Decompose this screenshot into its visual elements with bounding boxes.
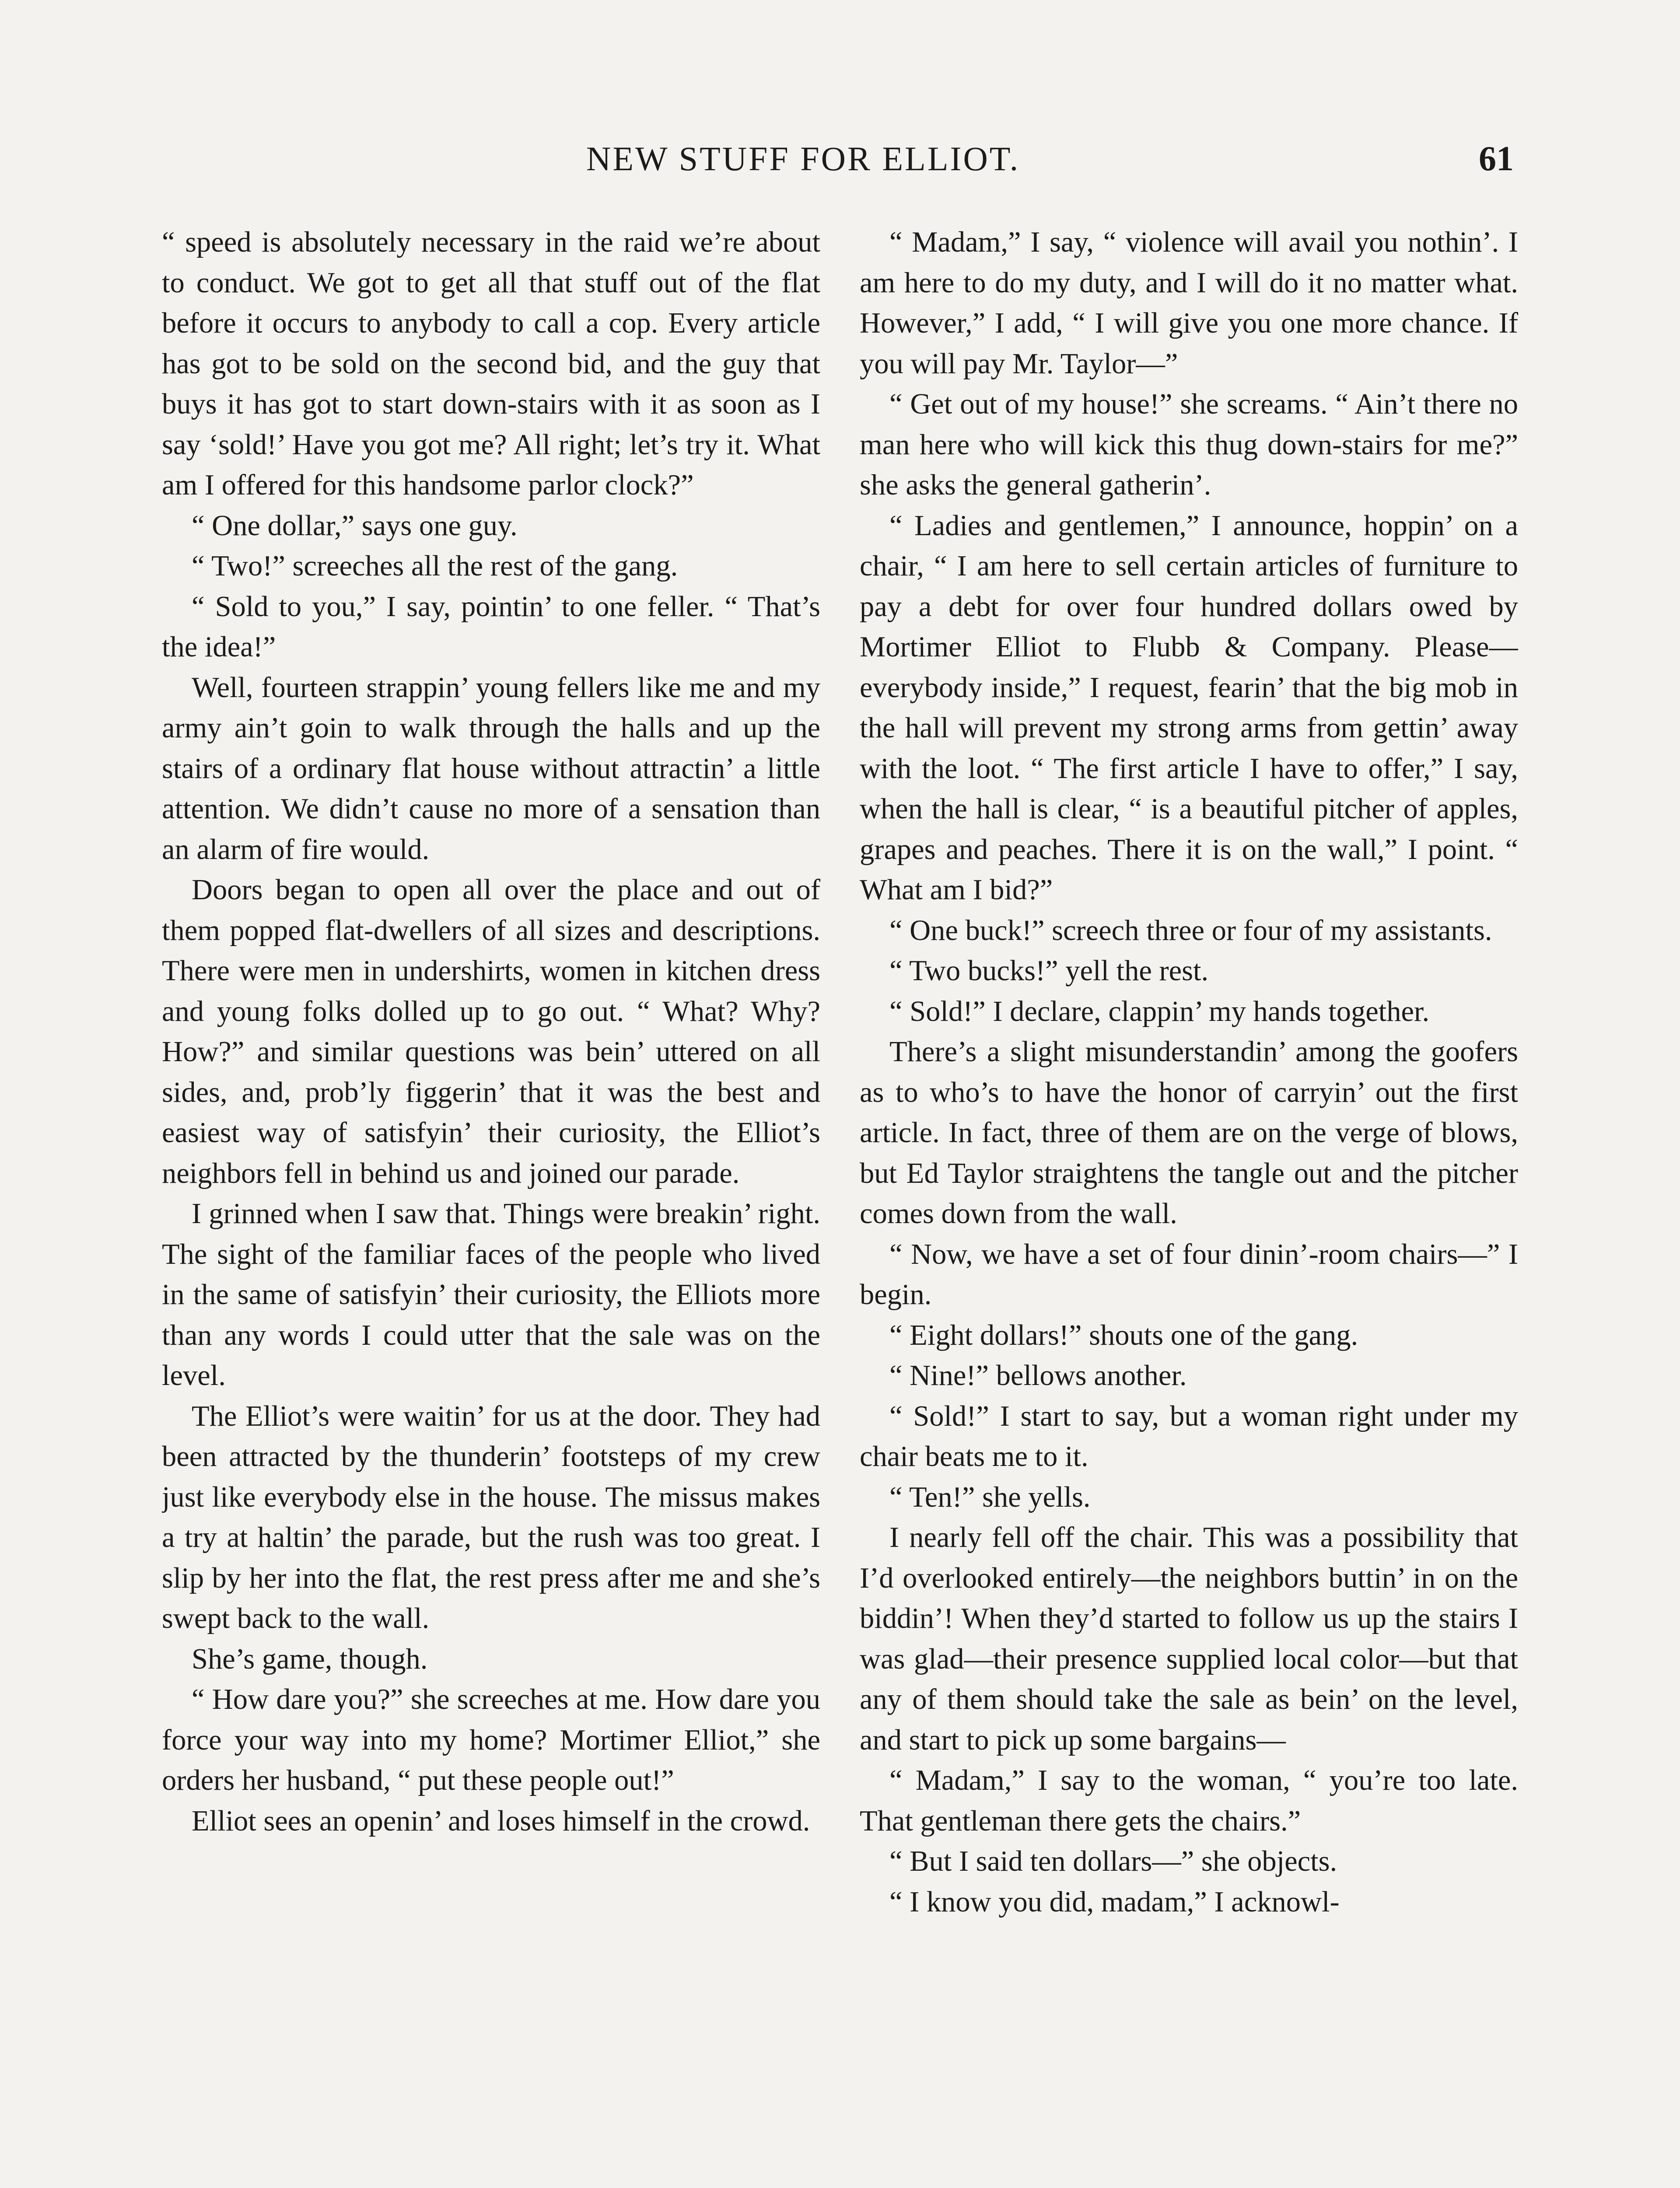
paragraph: “ Two bucks!” yell the rest.	[889, 955, 1209, 987]
paragraph: “ Eight dollars!” shouts one of the gang.	[889, 1319, 1358, 1351]
paragraph: The Elliot’s were waitin’ for us at the door. They had been attracted by the thunderin’ footsteps of my crew just like everybody else in the house. The missus makes a try at haltin’ the parade, but the rush was too great. I slip by her into the flat, the rest press after me and she’s swept back to the wall.	[162, 1400, 820, 1634]
paragraph: “ Ten!” she yells.	[889, 1481, 1091, 1513]
paragraph: “ I know you did, madam,” I acknowl-	[889, 1886, 1340, 1918]
paragraph: “ Ladies and gentlemen,” I announce, hoppin’ on a chair, “ I am here to sell certain articles of furniture to pay a debt for over four hundred dollars owed by Mortimer Elliot to Flubb & Company. Please—everybody inside,” I request, fearin’ that the big mob in the hall will prevent my strong arms from gettin’ away with the loot. “ The first article I have to offer,” I say, when the hall is clear, “ is a beautiful pitcher of apples, grapes and peaches. There it is on the wall,” I point. “ What am I bid?”	[860, 509, 1518, 906]
paragraph: “ Sold to you,” I say, pointin’ to one feller. “ That’s the idea!”	[162, 590, 820, 663]
paragraph: “ Madam,” I say to the woman, “ you’re too late. That gentleman there gets the chairs.”	[860, 1764, 1518, 1837]
paragraph: “ One buck!” screech three or four of my assistants.	[889, 914, 1492, 947]
left-text-column	[162, 222, 820, 2188]
paragraph: “ How dare you?” she screeches at me. How dare you force your way into my home? Mortimer Elliot,” she orders her husband, “ put these people out!”	[162, 1683, 820, 1796]
paragraph: “ Now, we have a set of four dinin’-room chairs—” I begin.	[860, 1238, 1518, 1311]
paragraph: Elliot sees an openin’ and loses himself in the crowd.	[192, 1805, 810, 1837]
paragraph: I nearly fell off the chair. This was a possibility that I’d overlooked entirely—the neighbors buttin’ in on the biddin’! When they’d started to follow us up the stairs I was glad—their presence supplied local color—but that any of them should take the sale as bein’ on the level, and start to pick up some bargains—	[860, 1522, 1518, 1756]
paragraph: There’s a slight misunderstandin’ among the goofers as to who’s to have the honor of carryin’ out the first article. In fact, three of them are on the verge of blows, but Ed Taylor straightens the tangle out and the pitcher comes down from the wall.	[860, 1036, 1518, 1230]
running-title: NEW STUFF FOR ELLIOT.	[586, 140, 1020, 178]
paragraph: “ Sold!” I declare, clappin’ my hands together.	[889, 995, 1430, 1027]
paragraph: “ Two!” screeches all the rest of the gang.	[192, 550, 678, 582]
paragraph: “ Sold!” I start to say, but a woman right under my chair beats me to it.	[860, 1400, 1518, 1473]
paragraph: “ Get out of my house!” she screams. “ Ain’t there no man here who will kick this thug down-stairs for me?” she asks the general gatherin’.	[860, 388, 1518, 501]
paragraph: She’s game, though.	[192, 1643, 428, 1675]
page-number: 61	[1479, 140, 1514, 178]
right-text-column	[860, 222, 1518, 2188]
paragraph: Well, fourteen strappin’ young fellers like me and my army ain’t goin to walk through the halls and up the stairs of a ordinary flat house without attractin’ a little attention. We didn’t cause no more of a sensation than an alarm of fire would.	[162, 671, 820, 866]
paragraph: Doors began to open all over the place and out of them popped flat-dwellers of all sizes and descriptions. There were men in undershirts, women in kitchen dress and young folks dolled up to go out. “ What? Why? How?” and similar questions was bein’ uttered on all sides, and, prob’ly figgerin’ that it was the best and easiest way of satisfyin’ their curiosity, the Elliot’s neighbors fell in behind us and joined our parade.	[162, 874, 820, 1189]
page-header	[0, 139, 1680, 183]
paragraph: “ Nine!” bellows another.	[889, 1360, 1187, 1392]
paragraph: I grinned when I saw that. Things were breakin’ right. The sight of the familiar faces of the people who lived in the same of satisfyin’ their curiosity, the Elliots more than any words I could utter that the sale was on the level.	[162, 1198, 820, 1392]
paragraph: “ One dollar,” says one guy.	[192, 509, 518, 542]
paragraph: “ Madam,” I say, “ violence will avail you nothin’. I am here to do my duty, and I will do it no matter what. However,” I add, “ I will give you one more chance. If you will pay Mr. Taylor—”	[860, 226, 1518, 380]
paragraph: “ But I said ten dollars—” she objects.	[889, 1845, 1337, 1877]
paragraph: “ speed is absolutely necessary in the raid we’re about to conduct. We got to get all that stuff out of the flat before it occurs to anybody to call a cop. Every article has got to be sold on the second bid, and the guy that buys it has got to start down-stairs with it as soon as I say ‘sold!’ Have you got me? All right; let’s try it. What am I offered for this handsome parlor clock?”	[162, 226, 820, 501]
